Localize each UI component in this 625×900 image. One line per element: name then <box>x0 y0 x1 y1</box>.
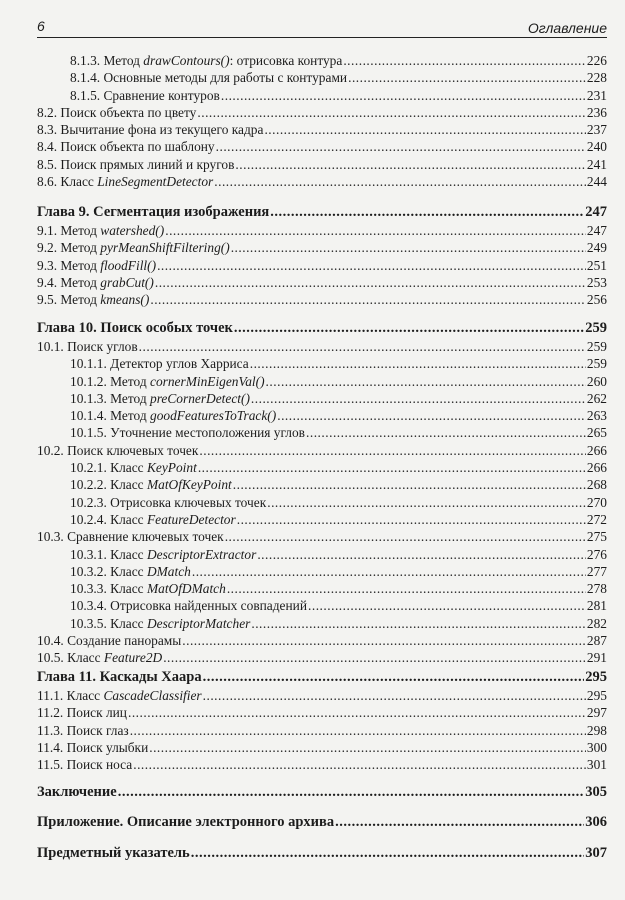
dot-leader <box>118 782 585 802</box>
dot-leader <box>182 632 586 649</box>
dot-leader <box>277 407 586 424</box>
entry-label <box>37 812 334 832</box>
dot-leader <box>335 812 584 832</box>
dot-leader <box>266 373 586 390</box>
entry-text: 10.2.2. Класс <box>70 477 147 493</box>
entry-label <box>70 511 236 528</box>
dot-leader <box>267 494 586 511</box>
entry-page-number: 259 <box>585 320 607 336</box>
toc-entry[interactable] <box>37 424 607 441</box>
entry-text: 10.1.2. Метод <box>70 373 150 389</box>
dot-leader <box>257 546 586 563</box>
entry-text: 8.5. Поиск прямых линий и кругов <box>37 156 235 172</box>
entry-code-name: goodFeaturesToTrack() <box>150 408 277 424</box>
entry-page-number: 270 <box>586 494 607 510</box>
entry-label <box>70 69 347 86</box>
entry-label <box>37 156 234 173</box>
dot-leader <box>234 318 584 338</box>
entry-page-number: 268 <box>586 477 607 493</box>
dot-leader <box>155 274 586 291</box>
entry-label <box>37 239 230 256</box>
entry-label <box>70 563 191 580</box>
dot-leader <box>231 239 586 256</box>
toc-entry[interactable] <box>37 121 607 138</box>
entry-label <box>37 121 263 138</box>
dot-leader <box>214 173 586 190</box>
dot-leader <box>192 563 586 580</box>
entry-label <box>37 632 181 649</box>
dot-leader <box>203 687 586 704</box>
entry-page-number: 291 <box>586 650 607 666</box>
entry-code-name: watershed() <box>100 223 165 238</box>
toc-entry[interactable] <box>37 104 607 121</box>
dot-leader <box>227 580 586 597</box>
entry-text: 9.2. Метод <box>37 240 101 256</box>
entry-page-number: 307 <box>585 845 607 861</box>
entry-page-number: 226 <box>586 53 607 68</box>
toc-entry[interactable] <box>37 156 607 173</box>
entry-label <box>70 459 197 476</box>
entry-page-number: 275 <box>586 529 607 545</box>
entry-label <box>37 442 198 459</box>
entry-page-number: 241 <box>586 156 607 172</box>
toc-entry[interactable] <box>37 528 607 545</box>
entry-code-name: floodFill() <box>100 257 157 273</box>
toc-entry[interactable] <box>37 687 607 704</box>
dot-leader <box>198 459 586 476</box>
entry-page-number: 247 <box>585 204 607 220</box>
entry-text: 9.3. Метод <box>37 257 101 273</box>
entry-code-name: LineSegmentDetector <box>97 174 214 190</box>
entry-label <box>37 257 156 274</box>
entry-code-name: MatOfKeyPoint <box>146 477 232 493</box>
dot-leader <box>251 390 586 407</box>
entry-code-name: MatOfDMatch <box>146 581 226 597</box>
dot-leader <box>165 222 586 239</box>
entry-page-number: 231 <box>586 87 607 103</box>
entry-text: 9.5. Метод <box>37 292 101 308</box>
toc-chapter-entry[interactable] <box>37 318 607 338</box>
entry-code-name: Feature2D <box>103 650 163 666</box>
dot-leader <box>251 615 586 632</box>
entry-label <box>70 52 342 69</box>
entry-text: 10.3.1. Класс <box>70 546 147 562</box>
entry-label <box>37 704 127 721</box>
entry-label <box>70 615 250 632</box>
toc-entry[interactable] <box>37 338 607 355</box>
toc-chapter-entry[interactable] <box>37 782 607 802</box>
entry-text: 10.3.2. Класс <box>70 563 147 579</box>
dot-leader <box>221 87 586 104</box>
dot-leader <box>133 756 586 773</box>
entry-label <box>37 782 117 802</box>
entry-label <box>70 424 305 441</box>
dot-leader <box>163 649 586 666</box>
entry-text: 9.4. Метод <box>37 274 101 290</box>
entry-text: 11.5. Поиск носа <box>37 757 133 773</box>
entry-page-number: 256 <box>586 292 607 308</box>
entry-text: 10.3. Сравнение ключевых точек <box>37 529 224 545</box>
dot-leader <box>306 424 586 441</box>
entry-text: Заключение <box>37 784 117 800</box>
dot-leader <box>348 69 586 86</box>
entry-code-name: KeyPoint <box>146 460 197 476</box>
toc-entry[interactable] <box>37 239 607 256</box>
entry-page-number: 236 <box>586 104 607 120</box>
entry-label <box>37 291 149 308</box>
toc-entry[interactable] <box>37 87 607 104</box>
entry-text: 10.3.4. Отрисовка найденных совпадений <box>70 598 308 614</box>
entry-text: 10.5. Класс <box>37 650 104 666</box>
entry-label <box>70 87 220 104</box>
dot-leader <box>197 104 586 121</box>
entry-label <box>37 667 202 687</box>
dot-leader <box>157 257 586 274</box>
page-number: 6 <box>37 18 45 34</box>
entry-page-number: 277 <box>586 563 607 579</box>
entry-page-number: 295 <box>585 669 607 685</box>
toc-chapter-entry[interactable] <box>37 667 607 687</box>
dot-leader <box>203 667 585 687</box>
entry-page-number: 278 <box>586 581 607 597</box>
toc-entry[interactable] <box>37 580 607 597</box>
entry-text: Предметный указатель <box>37 845 190 861</box>
entry-text: Глава 11. Каскады Хаара <box>37 669 202 685</box>
entry-label <box>70 494 266 511</box>
entry-page-number: 266 <box>586 460 607 476</box>
entry-page-number: 287 <box>586 633 607 649</box>
toc-entry[interactable] <box>37 494 607 511</box>
entry-text: 10.2.3. Отрисовка ключевых точек <box>70 494 267 510</box>
entry-page-number: 295 <box>586 688 607 703</box>
toc-section <box>37 667 607 773</box>
dot-leader <box>216 138 586 155</box>
entry-text: Приложение. Описание электронного архива <box>37 814 335 830</box>
entry-code-name: grabCut() <box>100 274 154 290</box>
entry-text: 8.1.3. Метод <box>70 53 144 68</box>
entry-page-number: 253 <box>586 274 607 290</box>
entry-text: 10.1. Поиск углов <box>37 339 138 354</box>
entry-text: Глава 9. Сегментация изображения <box>37 204 270 220</box>
entry-text: 10.3.5. Класс <box>70 615 147 631</box>
entry-label <box>70 597 307 614</box>
entry-text: 10.1.1. Детектор углов Харриса <box>70 356 249 372</box>
entry-label <box>37 222 164 239</box>
toc-entry[interactable] <box>37 756 607 773</box>
entry-code-name: pyrMeanShiftFiltering() <box>100 240 230 256</box>
dot-leader <box>235 156 586 173</box>
entry-label <box>37 739 148 756</box>
dot-leader <box>139 338 586 355</box>
entry-text: 8.3. Вычитание фона из текущего кадра <box>37 122 264 138</box>
dot-leader <box>250 355 586 372</box>
dot-leader <box>270 202 584 222</box>
toc-section <box>37 843 607 863</box>
toc-entry[interactable] <box>37 615 607 632</box>
dot-leader <box>308 597 586 614</box>
dot-leader <box>233 476 586 493</box>
toc-section <box>37 52 607 190</box>
toc-entry[interactable] <box>37 511 607 528</box>
entry-label <box>70 407 276 424</box>
entry-code-name: cornerMinEigenVal() <box>150 373 265 389</box>
entry-label <box>37 274 154 291</box>
entry-label <box>37 649 162 666</box>
dot-leader <box>149 739 586 756</box>
entry-page-number: 276 <box>586 546 607 562</box>
dot-leader <box>150 291 586 308</box>
entry-page-number: 259 <box>586 356 607 372</box>
toc-entry[interactable] <box>37 722 607 739</box>
dot-leader <box>225 528 586 545</box>
entry-label <box>37 338 138 355</box>
entry-label <box>37 104 196 121</box>
entry-label <box>37 722 129 739</box>
entry-label <box>37 202 269 222</box>
toc-entry[interactable] <box>37 173 607 190</box>
entry-page-number: 260 <box>586 373 607 389</box>
entry-label <box>37 756 132 773</box>
entry-text: 10.1.5. Уточнение местоположения углов <box>70 425 306 441</box>
toc-entry[interactable] <box>37 373 607 390</box>
entry-label <box>37 843 190 863</box>
entry-page-number: 237 <box>586 122 607 138</box>
toc-entry[interactable] <box>37 546 607 563</box>
entry-page-number: 251 <box>586 257 607 273</box>
toc-entry[interactable] <box>37 459 607 476</box>
toc-entry[interactable] <box>37 355 607 372</box>
entry-text: 10.3.3. Класс <box>70 581 147 597</box>
toc-entry[interactable] <box>37 632 607 649</box>
toc-section <box>37 318 607 667</box>
entry-label <box>70 546 256 563</box>
entry-code-name: preCornerDetect() <box>150 390 250 406</box>
entry-code-name: CascadeClassifier <box>103 688 202 703</box>
entry-page-number: 298 <box>586 722 607 738</box>
toc-entry[interactable] <box>37 138 607 155</box>
entry-label <box>70 373 265 390</box>
toc-chapter-entry[interactable] <box>37 812 607 832</box>
toc-section <box>37 782 607 802</box>
toc-entry[interactable] <box>37 274 607 291</box>
entry-text: 11.2. Поиск лиц <box>37 705 127 721</box>
toc-chapter-entry[interactable] <box>37 843 607 863</box>
entry-text: 10.2.4. Класс <box>70 511 147 527</box>
dot-leader <box>199 442 586 459</box>
entry-label <box>37 173 213 190</box>
toc-entry[interactable] <box>37 222 607 239</box>
toc-entry[interactable] <box>37 69 607 86</box>
entry-code-name: FeatureDetector <box>146 511 236 527</box>
entry-label <box>70 355 249 372</box>
entry-text: 8.2. Поиск объекта по цвету <box>37 104 197 120</box>
entry-text: 11.4. Поиск улыбки <box>37 739 149 755</box>
entry-label <box>70 580 226 597</box>
entry-page-number: 281 <box>586 598 607 614</box>
dot-leader <box>128 704 586 721</box>
dot-leader <box>191 843 585 863</box>
entry-text: 8.1.4. Основные методы для работы с контурами <box>70 70 348 86</box>
entry-page-number: 249 <box>586 240 607 256</box>
entry-code-name: DMatch <box>146 563 191 579</box>
entry-page-number: 262 <box>586 390 607 406</box>
entry-page-number: 301 <box>586 757 607 773</box>
dot-leader <box>264 121 585 138</box>
entry-page-number: 266 <box>586 442 607 458</box>
entry-label <box>70 390 250 407</box>
toc-entry[interactable] <box>37 52 607 69</box>
dot-leader <box>343 52 586 69</box>
entry-page-number: 306 <box>585 814 607 830</box>
entry-page-number: 244 <box>586 174 607 190</box>
entry-text: 11.1. Класс <box>37 688 104 703</box>
toc-entry[interactable] <box>37 476 607 493</box>
entry-page-number: 282 <box>586 615 607 631</box>
entry-label <box>37 318 233 338</box>
entry-page-number: 305 <box>585 784 607 800</box>
toc-entry[interactable] <box>37 563 607 580</box>
entry-text: 10.2.1. Класс <box>70 460 147 476</box>
entry-text-suffix: : отрисовка контура <box>229 53 343 68</box>
entry-text: 11.3. Поиск глаз <box>37 722 129 738</box>
entry-page-number: 228 <box>586 70 607 86</box>
entry-page-number: 265 <box>586 425 607 441</box>
toc-entry[interactable] <box>37 390 607 407</box>
entry-page-number: 240 <box>586 139 607 155</box>
toc-entry[interactable] <box>37 597 607 614</box>
toc-chapter-entry[interactable] <box>37 202 607 222</box>
toc-entry[interactable] <box>37 442 607 459</box>
entry-page-number: 247 <box>586 223 607 238</box>
entry-text: 10.2. Поиск ключевых точек <box>37 442 199 458</box>
entry-page-number: 263 <box>586 408 607 424</box>
toc-entry[interactable] <box>37 649 607 666</box>
entry-code-name: kmeans() <box>100 292 150 308</box>
entry-label <box>70 476 232 493</box>
entry-code-name: drawContours() <box>143 53 230 68</box>
entry-page-number: 297 <box>586 705 607 721</box>
entry-text: 8.6. Класс <box>37 174 98 190</box>
toc-entry[interactable] <box>37 739 607 756</box>
entry-text: 8.1.5. Сравнение контуров <box>70 87 220 103</box>
toc-entry[interactable] <box>37 407 607 424</box>
toc-entry[interactable] <box>37 257 607 274</box>
entry-text: 8.4. Поиск объекта по шаблону <box>37 139 215 155</box>
entry-page-number: 300 <box>586 739 607 755</box>
entry-text: 10.1.3. Метод <box>70 390 150 406</box>
dot-leader <box>130 722 586 739</box>
entry-page-number: 259 <box>586 339 607 354</box>
running-header <box>37 18 607 38</box>
entry-text: 10.1.4. Метод <box>70 408 150 424</box>
entry-page-number: 272 <box>586 511 607 527</box>
entry-code-name: DescriptorMatcher <box>146 615 251 631</box>
toc-section <box>37 202 607 308</box>
toc-entry[interactable] <box>37 291 607 308</box>
running-title: Оглавление <box>527 20 607 36</box>
entry-label <box>37 528 224 545</box>
entry-text: 10.4. Создание панорамы <box>37 633 182 649</box>
entry-label <box>37 687 202 704</box>
toc-section <box>37 812 607 832</box>
dot-leader <box>237 511 586 528</box>
entry-text: 9.1. Метод <box>37 223 101 238</box>
entry-text: Глава 10. Поиск особых точек <box>37 320 233 336</box>
entry-code-name: DescriptorExtractor <box>146 546 257 562</box>
entry-label <box>37 138 215 155</box>
toc-entry[interactable] <box>37 704 607 721</box>
